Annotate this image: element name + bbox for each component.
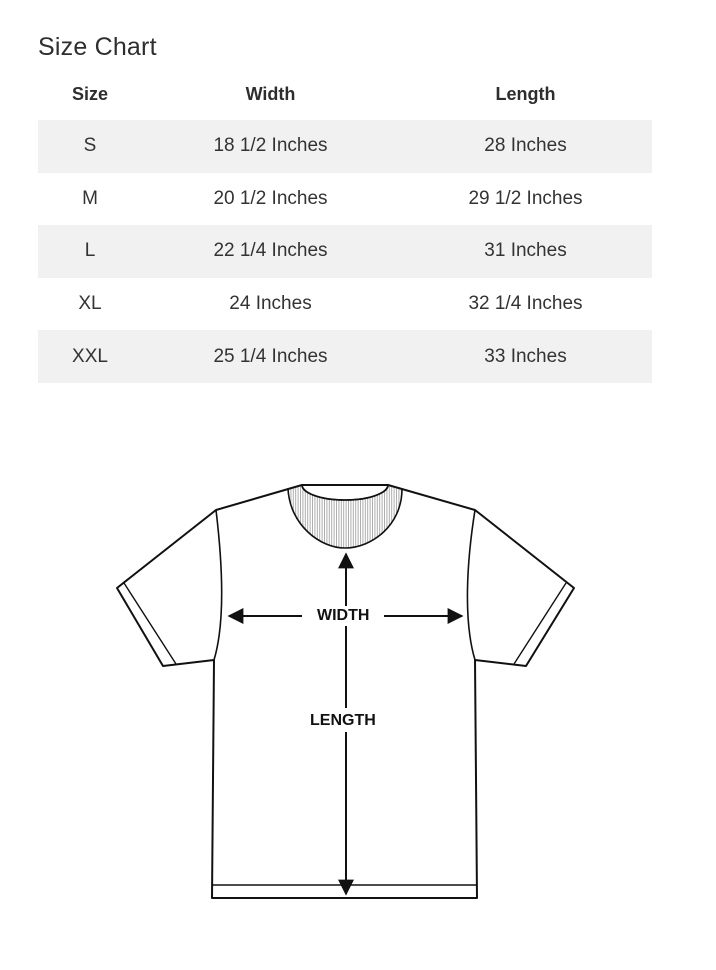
width-cell: 25 1/4 Inches	[213, 345, 328, 367]
size-cell: S	[83, 135, 97, 157]
length-label: LENGTH	[304, 711, 382, 731]
page-title: Size Chart	[38, 33, 157, 61]
size-chart-table	[38, 68, 652, 383]
table-row	[38, 173, 652, 226]
length-cell: 29 1/2 Inches	[468, 187, 583, 209]
size-cell: XL	[78, 293, 102, 315]
table-header-row	[38, 68, 652, 120]
width-cell: 22 1/4 Inches	[213, 240, 328, 262]
width-cell: 20 1/2 Inches	[213, 187, 328, 209]
table-row	[38, 278, 652, 331]
table-row	[38, 225, 652, 278]
length-cell: 32 1/4 Inches	[468, 293, 583, 315]
size-cell: XXL	[72, 345, 108, 367]
tshirt-measurement-diagram	[0, 470, 716, 910]
column-header-size: Size	[71, 83, 109, 104]
length-cell: 33 Inches	[484, 345, 567, 367]
tshirt-illustration	[0, 470, 716, 910]
column-header-length: Length	[495, 83, 556, 104]
width-label: WIDTH	[311, 606, 375, 626]
table-row	[38, 330, 652, 383]
size-cell: L	[84, 240, 96, 262]
length-cell: 28 Inches	[484, 135, 567, 157]
column-header-width: Width	[245, 83, 296, 104]
size-cell: M	[82, 187, 98, 209]
length-cell: 31 Inches	[484, 240, 567, 262]
table-row	[38, 120, 652, 173]
width-cell: 18 1/2 Inches	[213, 135, 328, 157]
width-cell: 24 Inches	[229, 293, 312, 315]
